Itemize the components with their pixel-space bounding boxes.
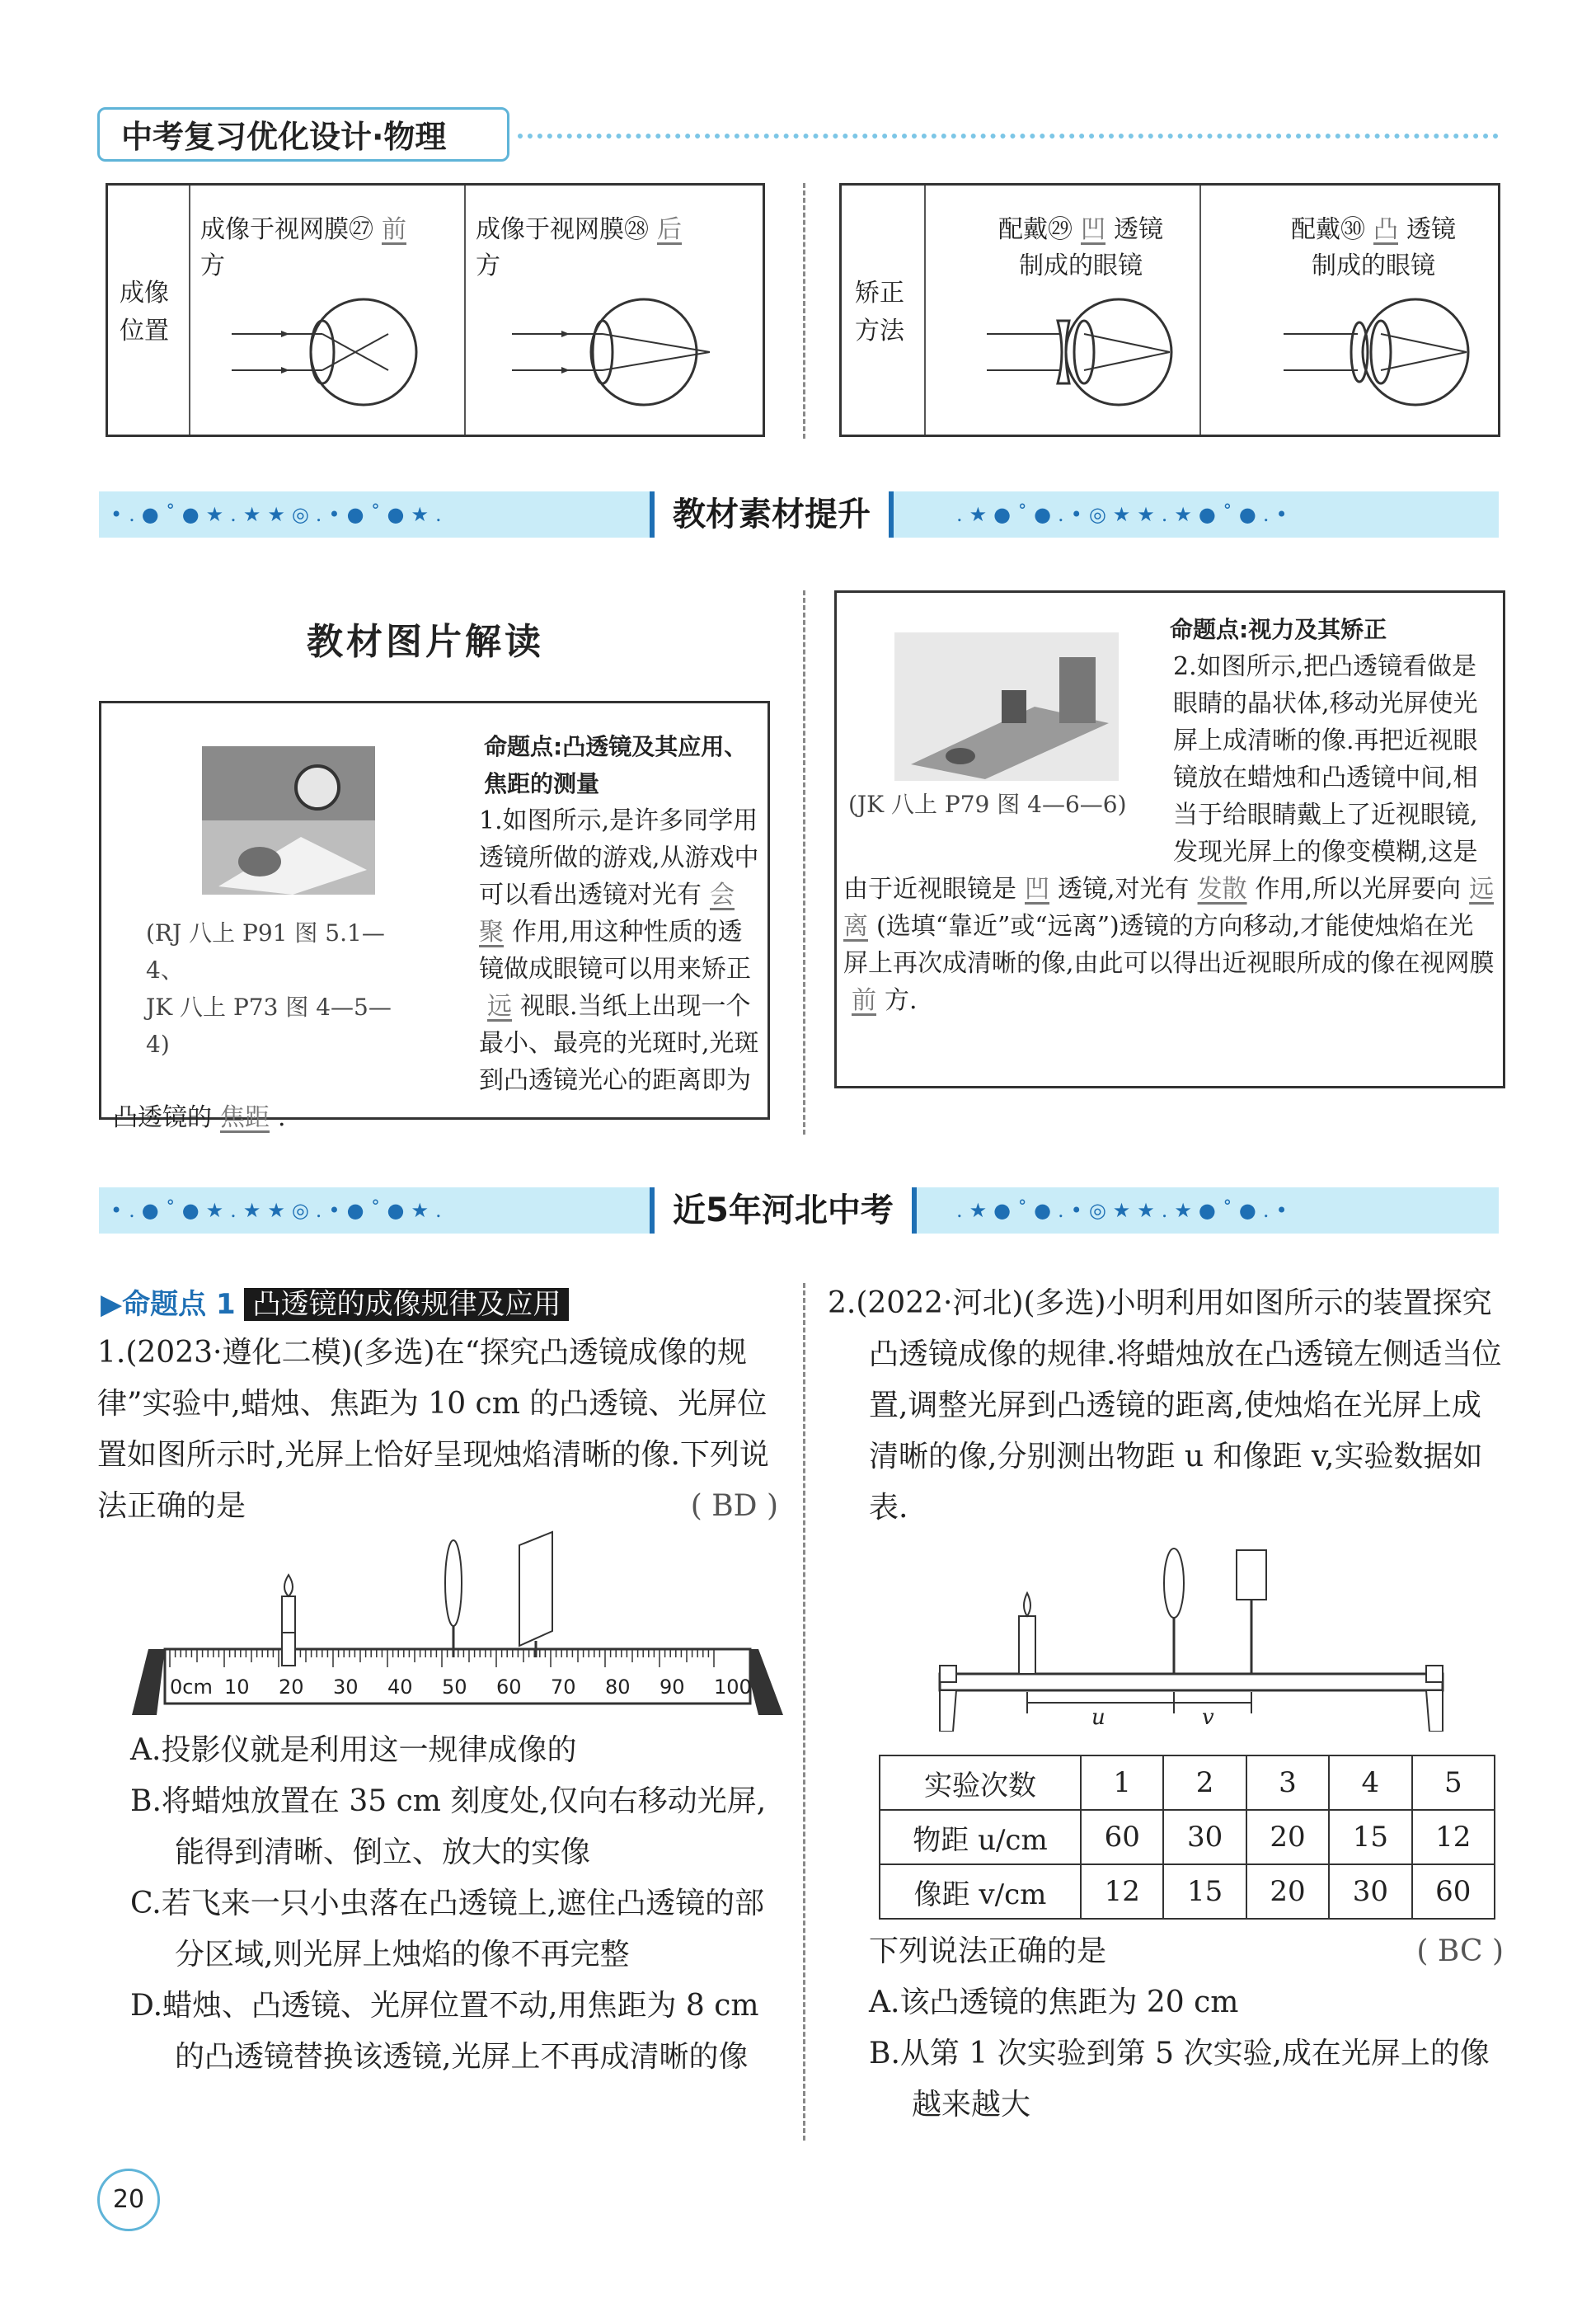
option-b[interactable]: B.将蜡烛放置在 35 cm 刻度处,仅向右移动光屏,能得到清晰、倒立、放大的实像 [130,1784,767,1869]
card2-heading: 命题点:视力及其矫正 [1170,616,1387,643]
table-cell: 5 [1412,1755,1495,1810]
ruler-tick-label: 100 [714,1675,752,1699]
page-number: 20 [97,2169,160,2231]
ruler-tick-label: 80 [605,1675,631,1699]
table-cell: 60 [1081,1810,1163,1864]
ruler-tick-label: 0cm [170,1675,213,1699]
ruler-tick-label: 70 [551,1675,576,1699]
row-label: 成像位置 [120,279,169,345]
column-divider [803,590,805,1135]
question-2-options [869,1977,1504,2131]
card1-heading: 命题点:凸透镜及其应用、焦距的测量 [484,733,748,797]
eye-diagram-nearsighted [232,283,430,423]
nearsighted-position-text: 成像于视网膜㉗ 前 方 [200,215,406,280]
table-row [880,1810,1495,1864]
ruler-tick-label: 40 [387,1675,413,1699]
column-divider [803,183,805,439]
question-2-stem: 2.(2022·河北)(多选)小明利用如图所示的装置探究凸透镜成像的规律.将蜡烛放在凸透镜左侧适当位置,调整光屏到凸透镜的距离,使烛焰在光屏上成清晰的像,分别测出物距 u 和像距 v,实验数据如表. [828,1286,1502,1525]
header-dotted-line [518,134,1499,139]
section-banner-hebei: •.●˚●★.★★◎.•●˚●★. 近5年河北中考 .★●˚●.•◎★★.★●˚●.• [99,1187,1499,1234]
topic-label: ▶命题点 1 凸透镜的成像规律及应用 [101,1283,569,1326]
concave-correction-text: 配戴㉙ 凹 透镜 制成的眼镜 [998,215,1163,280]
table-header-row [880,1755,1495,1810]
table-cell: 30 [1329,1864,1411,1919]
table-cell: 20 [1246,1864,1329,1919]
ruler-tick-label: 10 [224,1675,250,1699]
eye-diagram-concave-lens [987,283,1185,423]
section-banner-materials: •.●˚●★.★★◎.•●˚●★. 教材素材提升 .★●˚●.•◎★★.★●˚●.• [99,491,1499,538]
card2-caption: (JK 八上 P79 图 4—6—6) [848,791,1127,818]
table-cell: 物距 u/cm [880,1810,1081,1864]
banner-title: 近5年河北中考 [650,1187,917,1234]
convex-correction-text: 配戴㉚ 凸 透镜 制成的眼镜 [1291,215,1456,280]
ruler-tick-label: 30 [333,1675,359,1699]
table-cell: 20 [1246,1810,1329,1864]
ruler-tick-label: 60 [496,1675,522,1699]
card1-caption: (RJ 八上 P91 图 5.1—4、 JK 八上 P73 图 4—5—4) [146,919,392,1058]
option-b[interactable]: B.从第 1 次实验到第 5 次实验,成在光屏上的像越来越大 [869,2037,1490,2122]
card-vision-correction [834,590,1505,1088]
option-c[interactable]: C.若飞来一只小虫落在凸透镜上,遮住凸透镜的部分区域,则光屏上烛焰的像不再完整 [130,1887,765,1972]
row-label: 矫正方法 [855,279,904,345]
option-a[interactable]: A.投影仪就是利用这一规律成像的 [130,1733,577,1767]
table-cell: 1 [1081,1755,1163,1810]
table-cell: 12 [1412,1810,1495,1864]
image-position-table [106,183,765,437]
experiment-data-table [879,1755,1495,1920]
ruler-tick-label: 20 [279,1675,304,1699]
label-u: u [1091,1705,1105,1730]
option-d[interactable]: D.蜡烛、凸透镜、光屏位置不动,用焦距为 8 cm 的凸透镜替换该透镜,光屏上不再成清晰的像 [130,1989,759,2074]
table-cell: 60 [1412,1864,1495,1919]
question-1-options [130,1725,782,2083]
table-cell: 15 [1329,1810,1411,1864]
table-cell: 12 [1081,1864,1163,1919]
table-cell: 2 [1163,1755,1246,1810]
banner-title: 教材素材提升 [650,491,894,538]
table-row [880,1864,1495,1919]
optical-bench-diagram-2 [932,1534,1451,1732]
option-a[interactable]: A.该凸透镜的焦距为 20 cm [869,1986,1239,2019]
section-title: 教材图片解读 [307,621,544,663]
card1-body: 1.如图所示,是许多同学用透镜所做的游戏,从游戏中可以看出透镜对光有 会聚 作用,用这种性质的透镜做成眼镜可以用来矫正远 视眼.当纸上出现一个最小、最亮的光斑时,光斑到凸透镜光心的距离即为凸透镜的 焦距 . [113,806,759,1132]
column-divider [803,1283,805,2141]
ruler-tick-label: 50 [442,1675,467,1699]
page-header-title: 中考复习优化设计·物理 [97,107,509,162]
table-cell: 4 [1329,1755,1411,1810]
ruler-tick-labels [165,1675,752,1704]
table-cell: 15 [1163,1864,1246,1919]
table-cell: 像距 v/cm [880,1864,1081,1919]
eye-diagram-convex-lens [1284,283,1481,423]
table-cell: 3 [1246,1755,1329,1810]
topic-tag: 凸透镜的成像规律及应用 [244,1288,569,1321]
question-2-prompt: 下列说法正确的是 ( BC ) [869,1934,1504,1968]
eye-diagram-farsighted [512,283,726,423]
card-convex-lens [99,701,770,1132]
farsighted-position-text: 成像于视网膜㉘ 后 方 [476,215,682,280]
card2-body: 2.如图所示,把凸透镜看做是眼睛的晶状体,移动光屏使光屏上成清晰的像.再把近视眼镜放在蜡烛和凸透镜中间,相当于给眼睛戴上了近视眼镜,发现光屏上的像变模糊,这是由于近视眼镜是 凹 透镜,对光有 发散 作用,所以光屏要向 远离 (选填“靠近”或“远离”)透镜的方向移动,才能使烛焰在光屏上再次成清晰的像,由此可以得出近视眼所成的像在视网膜前 方. [843,652,1495,1015]
table-cell: 30 [1163,1810,1246,1864]
table-cell: 实验次数 [880,1755,1081,1810]
ruler-tick-label: 90 [660,1675,685,1699]
correction-method-table [839,183,1500,437]
label-v: v [1202,1705,1214,1730]
question-1-stem: 1.(2023·遵化二模)(多选)在“探究凸透镜成像的规律”实验中,蜡烛、焦距为 10 cm 的凸透镜、光屏位置如图所示时,光屏上恰好呈现烛焰清晰的像.下列说法正确的是 ( BD ) [97,1336,778,1523]
